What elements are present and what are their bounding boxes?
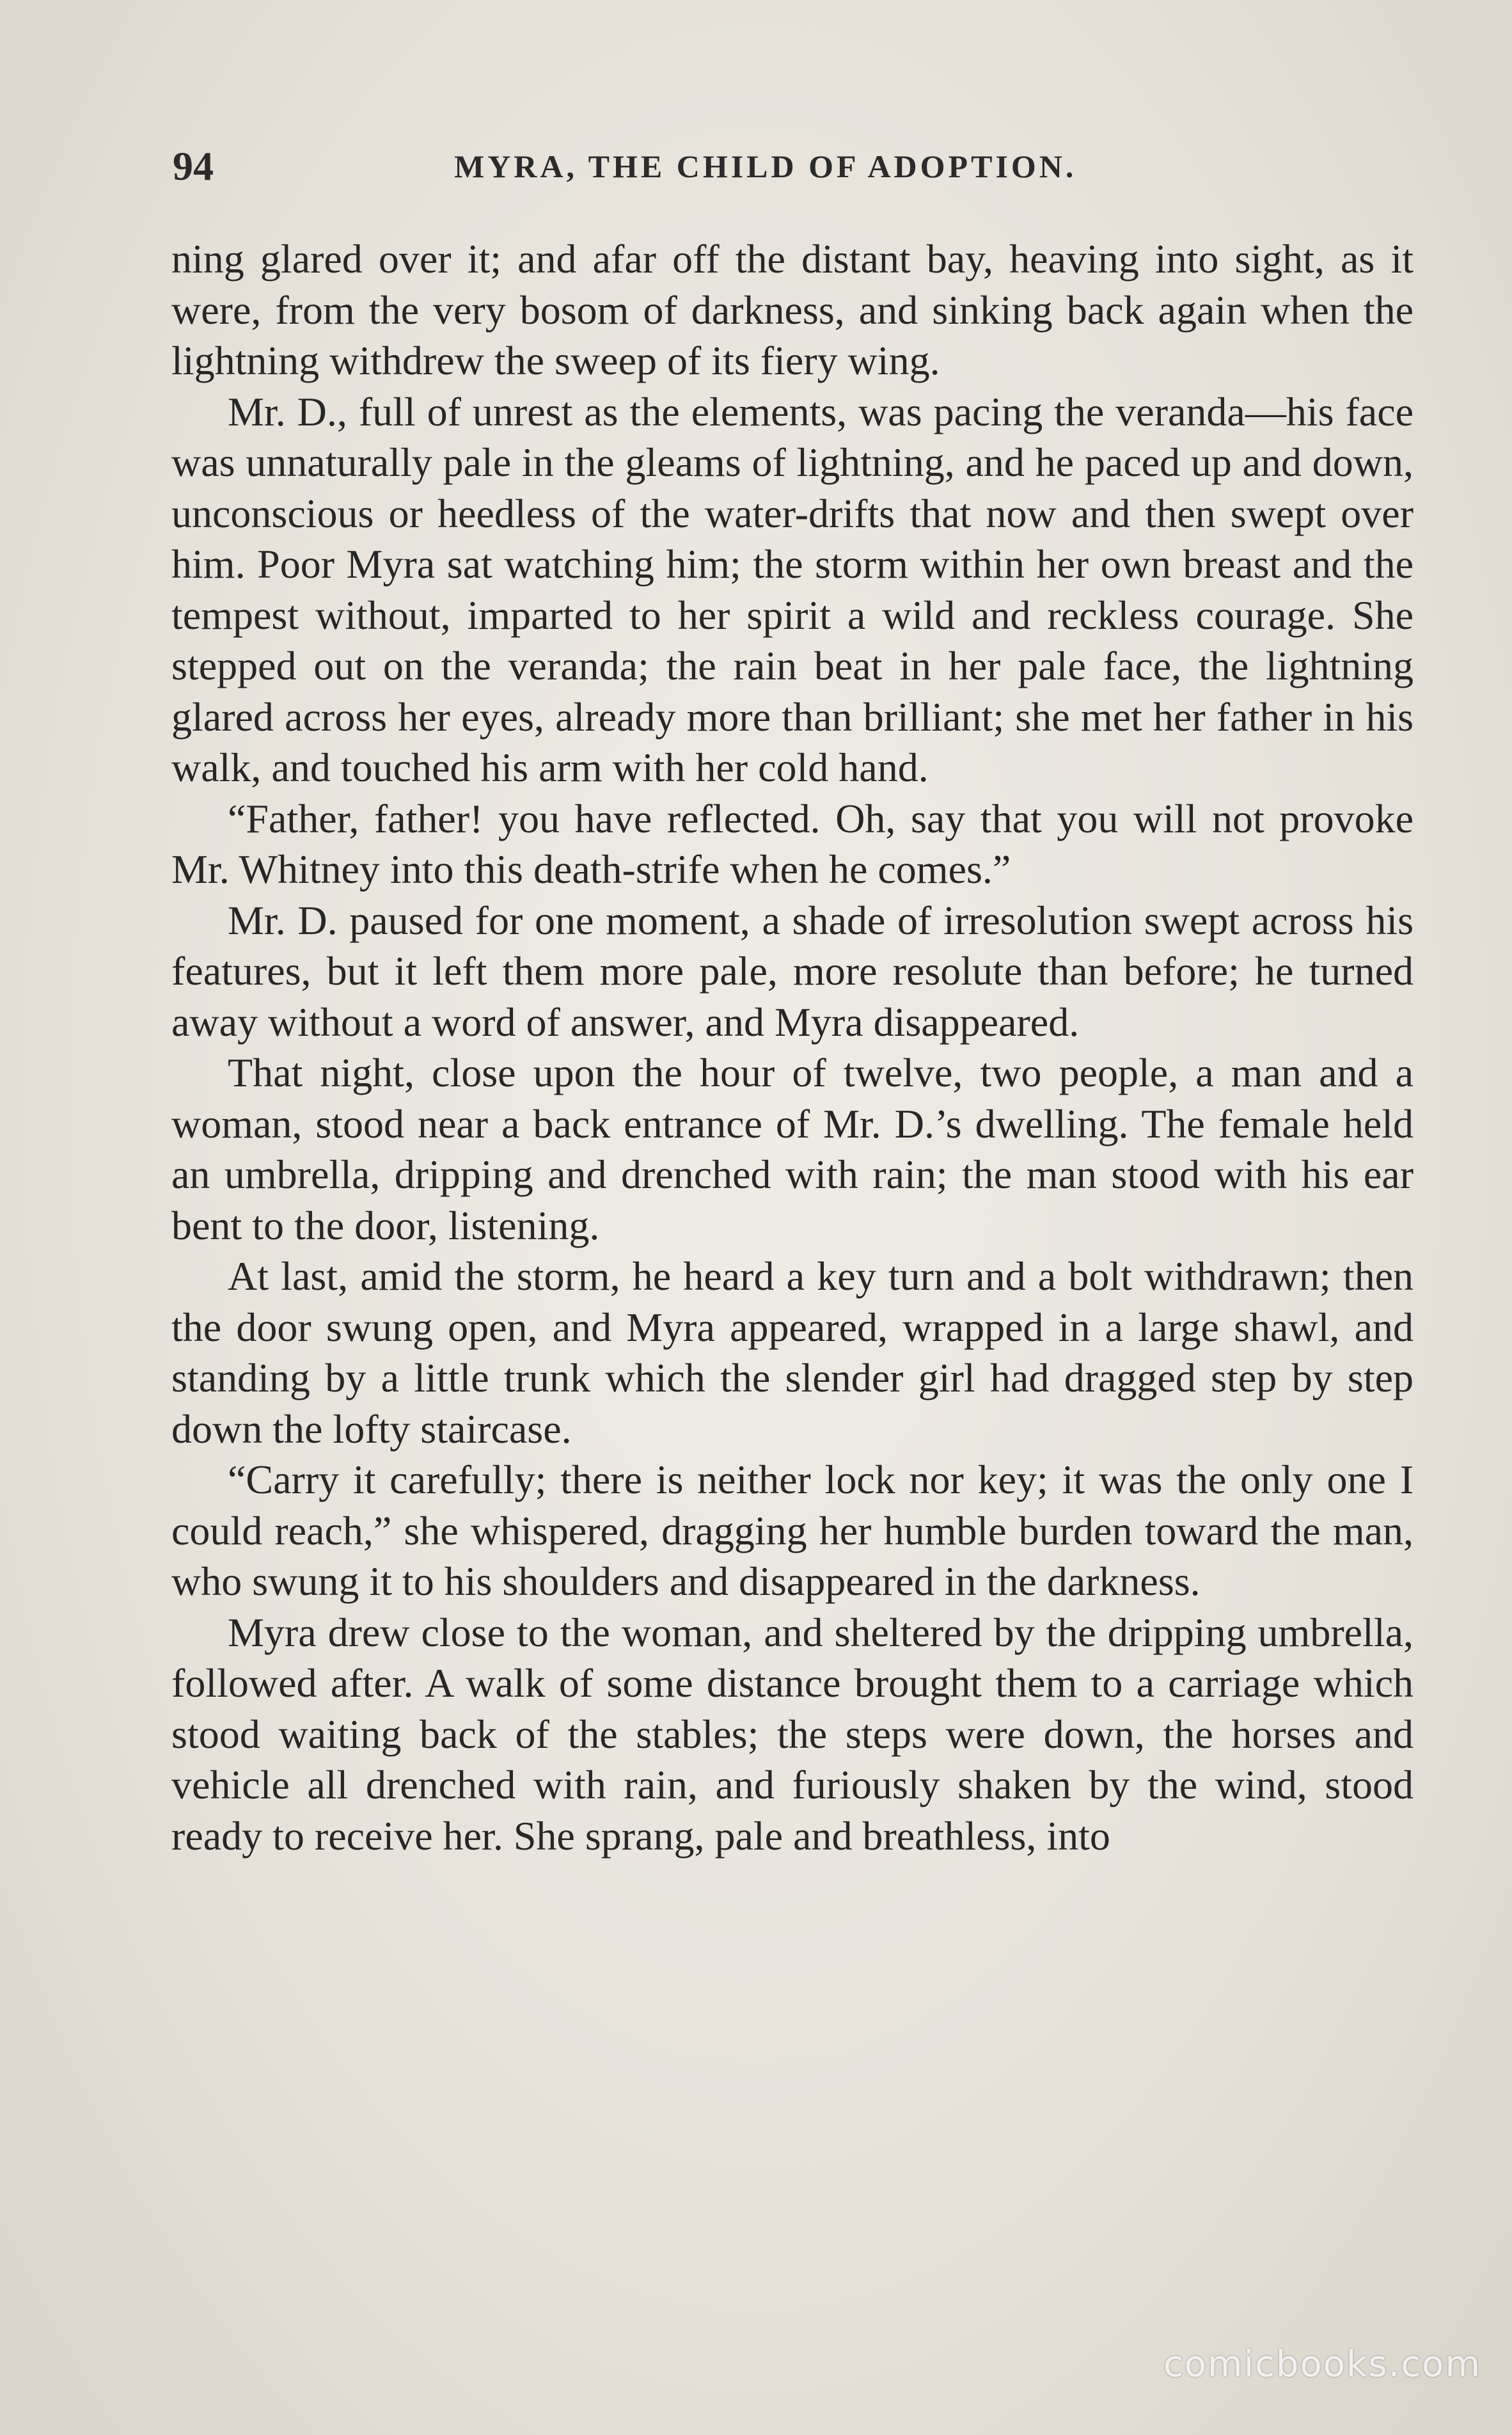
paragraph: ning glared over it; and afar off the distant bay, heaving into sight, as it were, from the very bosom of darkness, and sinking back again when the lightning withdrew the sweep of its fiery wing. <box>171 236 1414 383</box>
paragraph: Mr. D. paused for one moment, a shade of irresolution swept across his features, but it left them more pale, more resolute than before; he turned away without a word of answer, and Myra disappeared. <box>171 897 1414 1045</box>
paragraph: Mr. D., full of unrest as the elements, was pacing the veranda—his face was unnaturally pale in the gleams of lightning, and he paced up and down, unconscious or heedless of the water-drifts that now and then swept over him. Poor Myra sat watching him; the storm within her own breast and the tempest without, imparted to her spirit a wild and reckless courage. She stepped out on the veranda; the rain beat in her pale face, the lightning glared across her eyes, already more than brilliant; she met her father in his walk, and touched his arm with her cold hand. <box>171 388 1414 790</box>
body-text <box>171 234 1414 1861</box>
paragraph: That night, close upon the hour of twelve, two people, a man and a woman, stood near a back entrance of Mr. D.’s dwelling. The female held an umbrella, dripping and drenched with rain; the man stood with his ear bent to the door, listening. <box>171 1050 1414 1248</box>
running-title: MYRA, THE CHILD OF ADOPTION. <box>454 148 1077 184</box>
page-number: 94 <box>173 143 214 189</box>
site-watermark: comicbooks.com <box>1163 2344 1481 2385</box>
paragraph: Myra drew close to the woman, and sheltered by the dripping umbrella, followed after. A walk of some distance brought them to a carriage which stood waiting back of the stables; the steps were down, the horses and vehicle all drenched with rain, and furiously shaken by the wind, stood ready to receive her. She sprang, pale and breathless, into <box>171 1609 1414 1859</box>
paragraph: “Father, father! you have reflected. Oh, say that you will not provoke Mr. Whitney into this death-strife when he comes.” <box>171 795 1414 892</box>
running-head <box>173 134 1414 198</box>
paragraph: At last, amid the storm, he heard a key turn and a bolt withdrawn; then the door swung open, and Myra appeared, wrapped in a large shawl, and standing by a little trunk which the slender girl had dragged step by step down the lofty staircase. <box>171 1253 1414 1452</box>
paragraph: “Carry it carefully; there is neither lock nor key; it was the only one I could reach,” she whispered, dragging her humble burden toward the man, who swung it to his shoulders and disappeared in the darkness. <box>171 1457 1414 1604</box>
